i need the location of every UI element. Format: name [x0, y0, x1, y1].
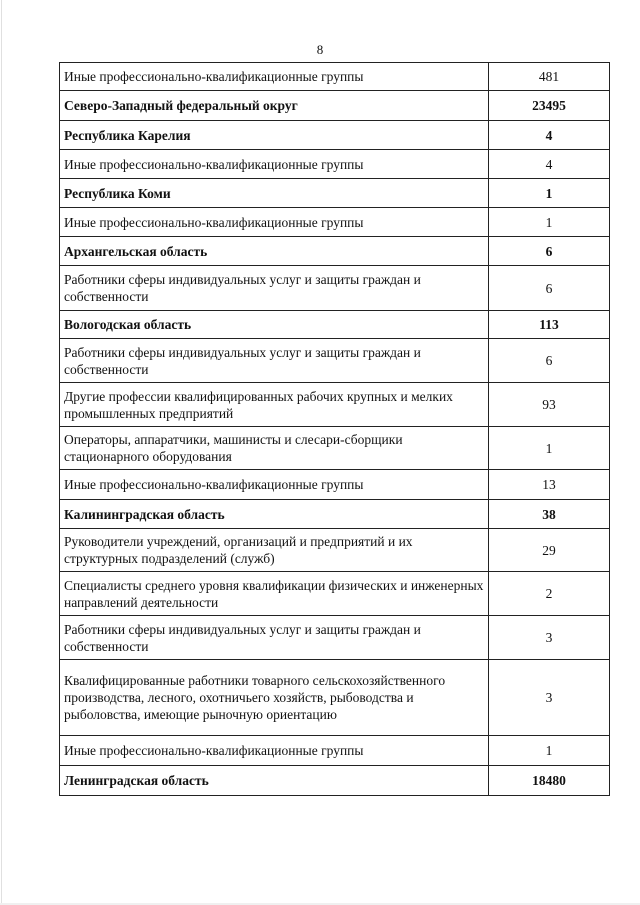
region-name-cell: Северо-Западный федеральный округ — [60, 91, 489, 121]
group-count-cell: 1 — [489, 736, 610, 766]
table-row-region — [60, 500, 610, 529]
table-row — [60, 266, 610, 311]
table-row — [60, 383, 610, 427]
table-row — [60, 339, 610, 383]
region-total-cell: 18480 — [489, 766, 610, 796]
page-number: 8 — [316, 42, 324, 57]
group-name-cell: Иные профессионально-квалификационные группы — [60, 736, 489, 766]
table-row — [60, 427, 610, 470]
statistics-table-container — [59, 62, 609, 796]
table-row — [60, 208, 610, 237]
region-total-cell: 4 — [489, 121, 610, 150]
table-row — [60, 63, 610, 91]
table-row — [60, 572, 610, 616]
region-name-cell: Ленинградская область — [60, 766, 489, 796]
group-name-cell: Иные профессионально-квалификационные группы — [60, 470, 489, 500]
region-name-cell: Архангельская область — [60, 237, 489, 266]
statistics-table — [59, 62, 610, 796]
group-count-cell: 1 — [489, 208, 610, 237]
group-count-cell: 3 — [489, 616, 610, 660]
region-total-cell: 1 — [489, 179, 610, 208]
group-count-cell: 6 — [489, 339, 610, 383]
page-edge-shadow — [1, 0, 2, 905]
region-name-cell: Республика Карелия — [60, 121, 489, 150]
group-name-cell: Другие профессии квалифицированных рабочих крупных и мелких промышленных предприятий — [60, 383, 489, 427]
table-row-region — [60, 91, 610, 121]
group-name-cell: Иные профессионально-квалификационные группы — [60, 150, 489, 179]
region-name-cell: Республика Коми — [60, 179, 489, 208]
region-name-cell: Вологодская область — [60, 311, 489, 339]
region-total-cell: 113 — [489, 311, 610, 339]
group-count-cell: 1 — [489, 427, 610, 470]
table-row-region — [60, 179, 610, 208]
table-row — [60, 660, 610, 736]
group-count-cell: 3 — [489, 660, 610, 736]
group-count-cell: 29 — [489, 529, 610, 572]
region-total-cell: 38 — [489, 500, 610, 529]
group-name-cell: Руководители учреждений, организаций и предприятий и их структурных подразделений (служб) — [60, 529, 489, 572]
group-name-cell: Работники сферы индивидуальных услуг и защиты граждан и собственности — [60, 616, 489, 660]
table-row — [60, 150, 610, 179]
table-row — [60, 616, 610, 660]
group-name-cell: Иные профессионально-квалификационные группы — [60, 208, 489, 237]
group-count-cell: 93 — [489, 383, 610, 427]
table-row — [60, 736, 610, 766]
table-body — [60, 63, 610, 796]
region-total-cell: 23495 — [489, 91, 610, 121]
group-name-cell: Работники сферы индивидуальных услуг и защиты граждан и собственности — [60, 339, 489, 383]
region-name-cell: Калининградская область — [60, 500, 489, 529]
group-name-cell: Иные профессионально-квалификационные группы — [60, 63, 489, 91]
group-name-cell: Квалифицированные работники товарного сельскохозяйственного производства, лесного, охотничьего хозяйств, рыбоводства и рыболовства, имеющие рыночную ориентацию — [60, 660, 489, 736]
group-count-cell: 13 — [489, 470, 610, 500]
table-row — [60, 529, 610, 572]
region-total-cell: 6 — [489, 237, 610, 266]
group-name-cell: Специалисты среднего уровня квалификации физических и инженерных направлений деятельности — [60, 572, 489, 616]
group-count-cell: 2 — [489, 572, 610, 616]
table-row-region — [60, 766, 610, 796]
table-row-region — [60, 311, 610, 339]
table-row — [60, 470, 610, 500]
group-count-cell: 481 — [489, 63, 610, 91]
group-count-cell: 6 — [489, 266, 610, 311]
group-name-cell: Операторы, аппаратчики, машинисты и слесари-сборщики стационарного оборудования — [60, 427, 489, 470]
group-name-cell: Работники сферы индивидуальных услуг и защиты граждан и собственности — [60, 266, 489, 311]
group-count-cell: 4 — [489, 150, 610, 179]
table-row-region — [60, 237, 610, 266]
table-row-region — [60, 121, 610, 150]
